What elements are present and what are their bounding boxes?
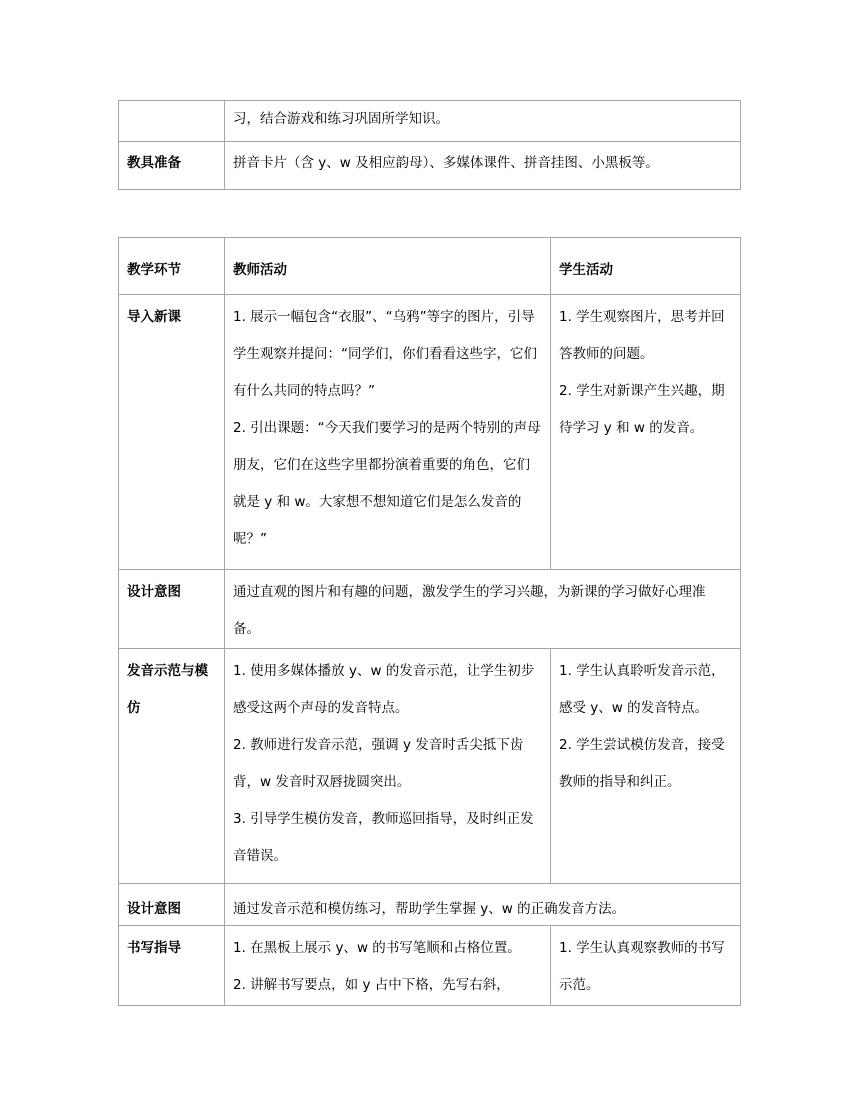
demo-teacher-step-1: 1. 使用多媒体播放 y、w 的发音示范，让学生初步感受这两个声母的发音特点。 (233, 663, 535, 716)
intro-teacher-cell (225, 295, 551, 570)
materials-row (119, 142, 741, 190)
intro-student-step-1: 1. 学生观察图片，思考并回答教师的问题。 (559, 309, 725, 362)
materials-text: 拼音卡片（含 y、w 及相应韵母）、多媒体课件、拼音挂图、小黑板等。 (225, 142, 741, 190)
intent-label-1: 设计意图 (119, 570, 225, 649)
intro-teacher-step-2: 2. 引出课题：“今天我们要学习的是两个特别的声母朋友，它们在这些字里都扮演着重要的角色，它们就是 y 和 w。大家想不想知道它们是怎么发音的呢？” (233, 420, 541, 547)
header-student: 学生活动 (551, 238, 741, 295)
header-teacher: 教师活动 (225, 238, 551, 295)
intent-row-2 (119, 884, 741, 926)
intro-label: 导入新课 (119, 295, 225, 570)
objective-continuation-text: 习，结合游戏和练习巩固所学知识。 (225, 101, 741, 142)
demo-teacher-cell (225, 649, 551, 884)
intro-student-step-2: 2. 学生对新课产生兴趣，期待学习 y 和 w 的发音。 (559, 383, 725, 436)
intro-row (119, 295, 741, 570)
demo-student-cell (551, 649, 741, 884)
writing-student-cell (551, 926, 741, 1006)
intent-text-1: 通过直观的图片和有趣的问题，激发学生的学习兴趣，为新课的学习做好心理准备。 (225, 570, 741, 649)
intro-teacher-step-1: 1. 展示一幅包含“衣服”、“乌鸦”等字的图片，引导学生观察并提问：“同学们，你们看看这些字，它们有什么共同的特点吗？” (233, 309, 537, 399)
demo-teacher-step-2: 2. 教师进行发音示范，强调 y 发音时舌尖抵下齿背，w 发音时双唇拢圆突出。 (233, 737, 524, 790)
header-row (119, 238, 741, 295)
writing-teacher-step-1: 1. 在黑板上展示 y、w 的书写笔顺和占格位置。 (233, 940, 521, 956)
materials-label: 教具准备 (119, 142, 225, 190)
writing-teacher-step-2: 2. 讲解书写要点，如 y 占中下格，先写右斜， (233, 977, 510, 993)
intent-label-2: 设计意图 (119, 884, 225, 926)
writing-student-step-1: 1. 学生认真观察教师的书写示范。 (559, 940, 725, 993)
demo-row (119, 649, 741, 884)
writing-label: 书写指导 (119, 926, 225, 1006)
intro-student-cell (551, 295, 741, 570)
demo-student-step-1: 1. 学生认真聆听发音示范，感受 y、w 的发音特点。 (559, 663, 725, 716)
intent-text-2: 通过发音示范和模仿练习，帮助学生掌握 y、w 的正确发音方法。 (225, 884, 741, 926)
row-label (119, 101, 225, 142)
demo-student-step-2: 2. 学生尝试模仿发音，接受教师的指导和纠正。 (559, 737, 725, 790)
materials-table (118, 100, 741, 190)
writing-teacher-cell (225, 926, 551, 1006)
objective-continuation-row (119, 101, 741, 142)
writing-row (119, 926, 741, 1006)
intent-row-1 (119, 570, 741, 649)
demo-teacher-step-3: 3. 引导学生模仿发音，教师巡回指导，及时纠正发音错误。 (233, 811, 534, 864)
demo-label: 发音示范与模仿 (119, 649, 225, 884)
header-stage: 教学环节 (119, 238, 225, 295)
teaching-process-table (118, 237, 741, 1006)
